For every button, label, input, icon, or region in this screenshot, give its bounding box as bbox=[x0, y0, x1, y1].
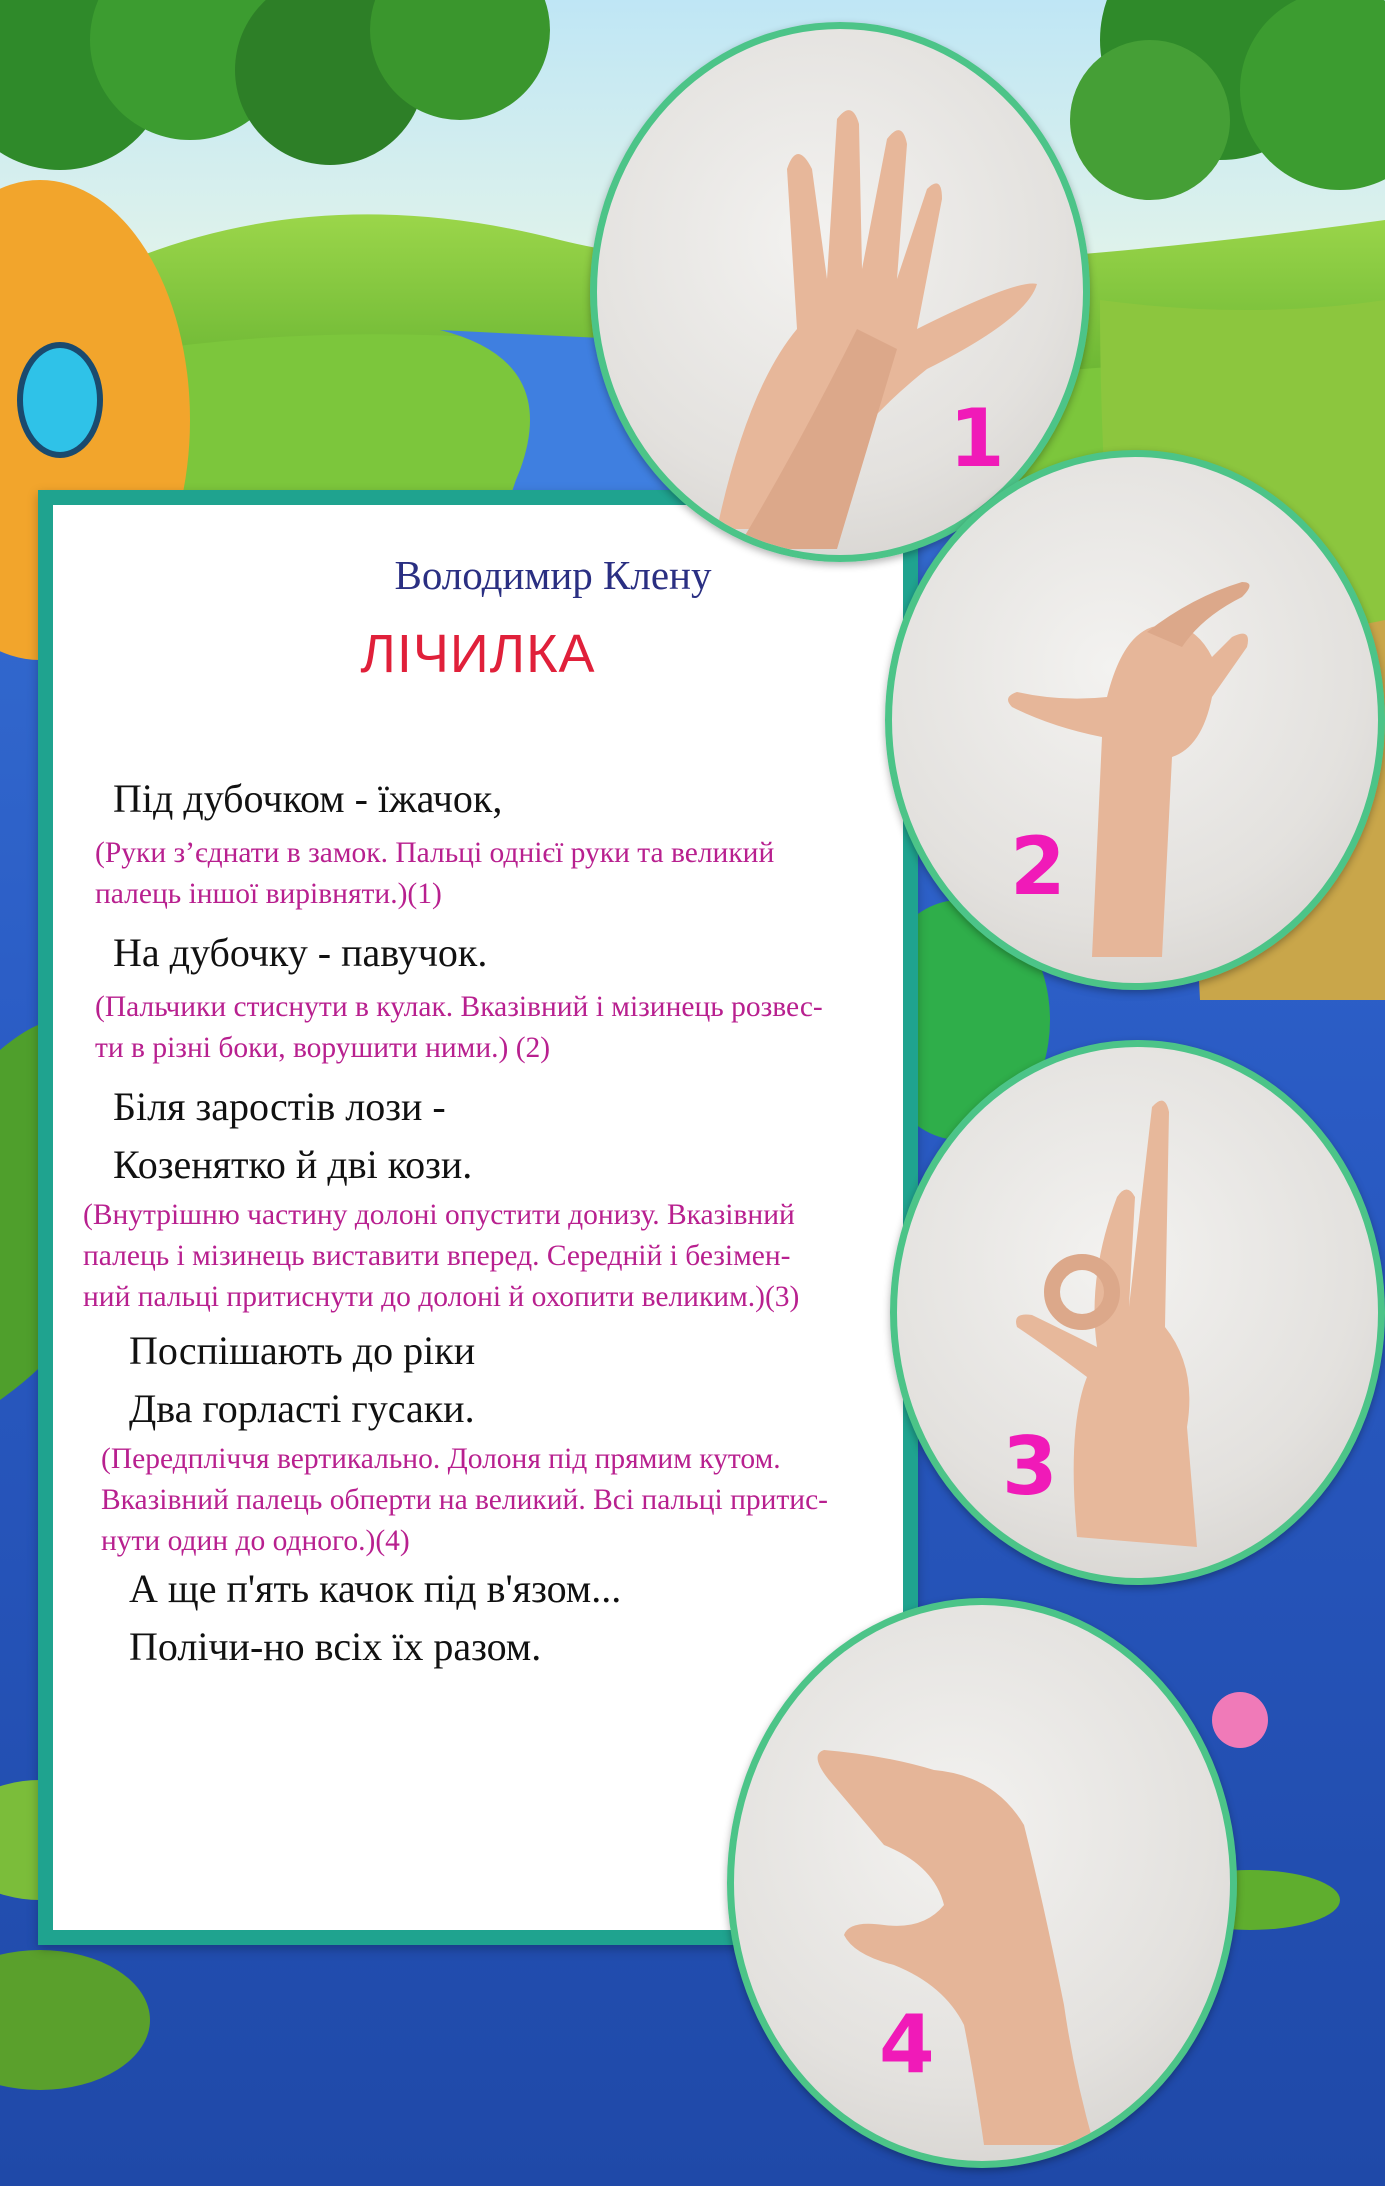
instruction-line: (Пальчики стиснути в кулак. Вказівний і мізинець розвес- bbox=[95, 991, 823, 1023]
photo-number: 2 bbox=[1010, 820, 1066, 913]
photo-number: 4 bbox=[879, 1998, 935, 2091]
poem-title: ЛІЧИЛКА bbox=[360, 624, 596, 684]
instruction-line: палець іншої вирівняти.)(1) bbox=[95, 878, 442, 910]
instruction-line: ти в різні боки, ворушити ними.) (2) bbox=[95, 1032, 551, 1064]
photo-number: 3 bbox=[1002, 1420, 1058, 1513]
instruction-line: палець і мізинець виставити вперед. Середній і безімен- bbox=[83, 1240, 791, 1272]
gesture-photo-2 bbox=[885, 450, 1385, 990]
poem-line: Поспішають до ріки bbox=[129, 1328, 476, 1373]
poem-line: Під дубочком - їжачок, bbox=[113, 776, 503, 821]
photo-number: 1 bbox=[949, 392, 1005, 485]
poem-line: На дубочку - павучок. bbox=[113, 930, 488, 975]
poem-line: А ще п'ять качок під в'язом... bbox=[129, 1566, 622, 1611]
hand-gesture-icon bbox=[892, 457, 1378, 983]
gesture-photo-4 bbox=[727, 1598, 1237, 2168]
poem-line: Два горласті гусаки. bbox=[129, 1386, 475, 1431]
instruction-line: (Внутрішню частину долоні опустити донизу. Вказівний bbox=[83, 1199, 795, 1231]
poem-line: Козенятко й дві кози. bbox=[113, 1142, 473, 1187]
hand-gesture-icon bbox=[734, 1605, 1230, 2161]
instruction-line: (Руки з’єднати в замок. Пальці однієї руки та великий bbox=[95, 837, 775, 869]
poem-line: Біля заростів лози - bbox=[113, 1084, 446, 1129]
instruction-line: нути один до одного.)(4) bbox=[101, 1525, 410, 1557]
poem-line: Полічи-но всіх їх разом. bbox=[129, 1624, 542, 1669]
instruction-line: (Передпліччя вертикально. Долоня під прямим кутом. bbox=[101, 1443, 781, 1475]
poem-author: Володимир Клену bbox=[394, 552, 712, 598]
instruction-line: Вказівний палець обперти на великий. Всі пальці притис- bbox=[101, 1484, 828, 1516]
hand-gesture-icon bbox=[897, 1047, 1378, 1578]
instruction-line: ний пальці притиснути до долоні й охопити великим.)(3) bbox=[83, 1281, 800, 1313]
gesture-photo-3 bbox=[890, 1040, 1385, 1585]
